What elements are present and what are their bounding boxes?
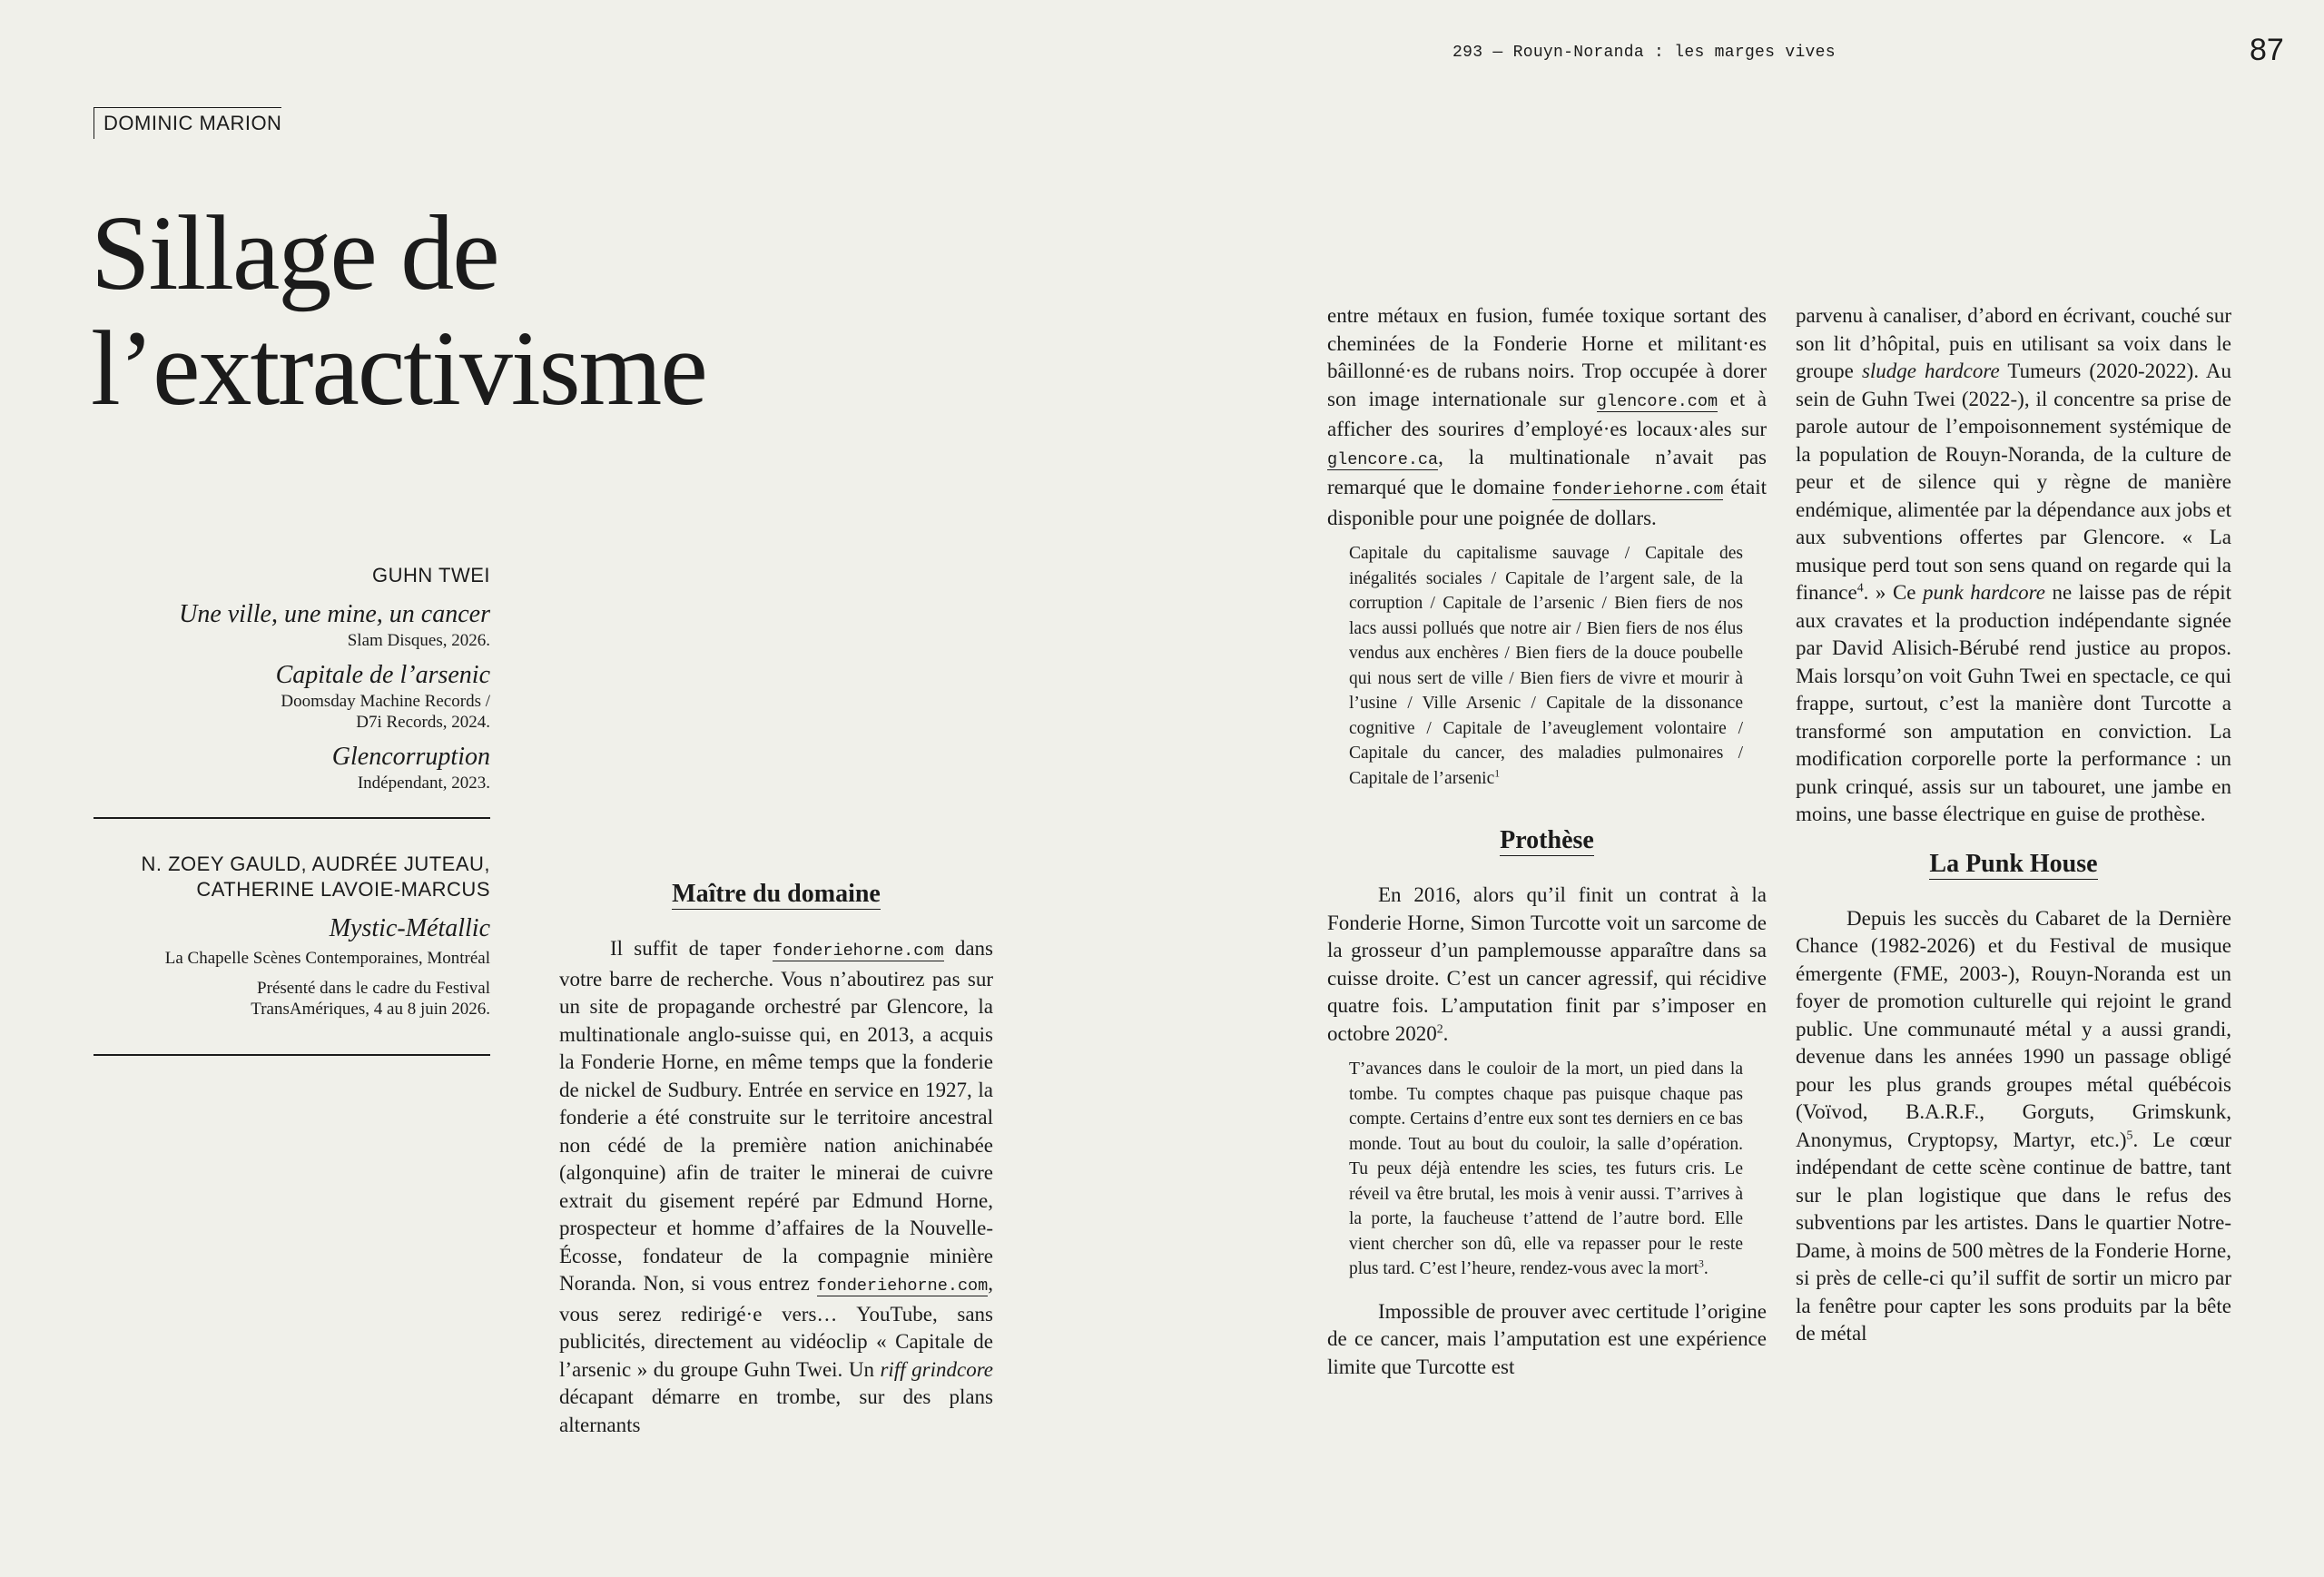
author-tag: DOMINIC MARION bbox=[94, 107, 281, 139]
title-line-1: Sillage de bbox=[91, 193, 498, 312]
album-entry bbox=[94, 660, 490, 733]
credits-column bbox=[94, 563, 490, 1056]
running-head: 293 — Rouyn-Noranda : les marges vives bbox=[1452, 44, 1836, 62]
body-column-3 bbox=[1796, 302, 2231, 1348]
section-heading: La Punk House bbox=[1929, 849, 2098, 878]
paragraph: entre métaux en fusion, fumée toxique sortant des cheminées de la Fonderie Horne et militant·es bâillonné·es de rubans noirs. Trop occupée à dorer son image internationale sur glencore.com et à afficher des sourires d’employé·es locaux·ales sur glencore.ca, la multinationale n’avait pas remarqué que le domaine fonderiehorne.com était disponible pour une poignée de dollars. bbox=[1327, 304, 1767, 529]
domain-link: glencore.ca bbox=[1327, 449, 1439, 469]
show-note: Présenté dans le cadre du Festival bbox=[257, 979, 490, 998]
credits-group-1 bbox=[94, 563, 490, 817]
album-entry bbox=[94, 742, 490, 793]
footnote-ref: 4 bbox=[1856, 580, 1864, 595]
paragraph: Impossible de prouver avec certitude l’origine de ce cancer, mais l’amputation est une expérience limite que Turcotte est bbox=[1327, 1299, 1767, 1378]
venue: La Chapelle Scènes Contemporaines, Montréal bbox=[164, 949, 490, 968]
title-line-2: l’extractivisme bbox=[91, 309, 706, 428]
album-title: Capitale de l’arsenic bbox=[275, 661, 490, 689]
artist-name: CATHERINE LAVOIE-MARCUS bbox=[196, 878, 490, 901]
credits-group-2 bbox=[94, 819, 490, 1054]
lyrics-quote: Capitale du capitalisme sauvage / Capitale des inégalités sociales / Capitale de l’argent sale, de la corruption / Capitale de l’arsenic / Bien fiers de nos lacs aussi pollués que notre air / Bien fiers de nos élus vendus aux enchères / Bien fiers de la douce poubelle qui nous sert de ville / Bien fiers de vivre et mourir à l’usine / Ville Arsenic / Capitale de la dissonance cognitive / Capitale de l’aveuglement volontaire / Capitale du cancer, des maladies pulmonaires / Capitale de l’arsenic$^1$ bbox=[1349, 544, 1743, 788]
album-title: Glencorruption bbox=[331, 743, 490, 771]
album-entry bbox=[94, 599, 490, 651]
divider bbox=[94, 1054, 490, 1056]
album-meta: Indépendant, 2023. bbox=[357, 774, 490, 793]
artist-name: GUHN TWEI bbox=[372, 564, 490, 586]
footnote-ref: 3 bbox=[1698, 1257, 1704, 1270]
domain-link: fonderiehorne.com bbox=[772, 941, 944, 961]
lyrics-quote: T’avances dans le couloir de la mort, un pied dans la tombe. Tu comptes chaque pas puisque chaque pas compte. Certains d’entre eux sont tes derniers en ce bas monde. Tout au bout du couloir, la salle d’opération. Tu peux déjà entendre les scies, tes futurs cris. Le réveil va être brutal, les mois à venir aussi. T’arrives à la porte, la faucheuse t’attend de l’autre bord. Elle vient chercher son dû, elle va repasser pour le reste plus tard. C’est l’heure, rendez-vous avec la mort$^3$. bbox=[1349, 1060, 1743, 1278]
page-number: 87 bbox=[2250, 33, 2284, 67]
show-note: TransAmériques, 4 au 8 juin 2026. bbox=[251, 1000, 490, 1019]
album-meta: Slam Disques, 2026. bbox=[347, 631, 490, 650]
domain-link: glencore.com bbox=[1596, 391, 1718, 411]
paragraph: parvenu à canaliser, d’abord en écrivant, couché sur son lit d’hôpital, puis en utilisant sa voix dans le groupe sludge hardcore Tumeurs (2020-2022). Au sein de Guhn Twei (2022-), il concentre sa prise de parole autour de l’empoisonnement systémique de la population de Rouyn-Noranda, de la culture de peur et de silence qui y règne de manière endémique, alimentée par la dépendance aux jobs et aux subventions offertes par Glencore. « La musique perd tout son sens quand on regarde qui la finance$^4$. » Ce punk hardcore ne laisse pas de répit aux cravates et la production indépendante signée par David Alisich-Bérubé rend justice au propos. Mais lorsqu’on voit Guhn Twei en spectacle, ce qui frappe, surtout, c’est la manière dont Turcotte a transformé son amputation en conviction. La modification corporelle porte la performance : un punk crinqué, assis sur un tabouret, une jambe en moins, une basse électrique en guise de prothèse. bbox=[1796, 304, 2231, 825]
artist-name: N. ZOEY GAULD, AUDRÉE JUTEAU, bbox=[141, 853, 490, 875]
section-heading: Maître du domaine bbox=[672, 880, 881, 908]
domain-link: fonderiehorne.com bbox=[1551, 480, 1724, 499]
body-column-1 bbox=[559, 879, 993, 1439]
album-meta: D7i Records, 2024. bbox=[356, 713, 490, 732]
paragraph: En 2016, alors qu’il finit un contrat à la Fonderie Horne, Simon Turcotte voit un sarcome de la grosseur d’un pamplemousse apparaître dans sa cuisse droite. C’est un cancer agressif, qui récidive quatre fois. L’amputation finit par s’imposer en octobre 2020$^2$. bbox=[1327, 883, 1767, 1045]
domain-link: fonderiehorne.com bbox=[816, 1276, 989, 1296]
body-column-2 bbox=[1327, 302, 1767, 1381]
article-title bbox=[91, 195, 908, 426]
paragraph: Depuis les succès du Cabaret de la Dernière Chance (1982-2026) et du Festival de musique émergente (FME, 2003-), Rouyn-Noranda est un foyer de promotion culturelle qui rejoint le grand public. Une communauté métal y a aussi grandi, devenue dans les années 1990 un passage obligé pour les plus grands groupes métal québécois (Voïvod, B.A.R.F., Gorguts, Grimskunk, Anonymus, Cryptopsy, Martyr, etc.)$^5$. Le cœur indépendant de cette scène continue de battre, tant sur le plan logistique que dans le refus des subventions par les artistes. Dans le quartier Notre-Dame, à moins de 500 mètres de la Fonderie Horne, si près de celle-ci qu’il suffit de sortir un micro par la fenêtre pour capter les sons produits par la bête de métal bbox=[1796, 906, 2231, 1345]
section-heading: Prothèse bbox=[1500, 826, 1594, 854]
album-meta: Doomsday Machine Records / bbox=[281, 692, 490, 711]
footnote-ref: 1 bbox=[1494, 767, 1501, 779]
paragraph: Il suffit de taper fonderiehorne.com dans votre barre de recherche. Vous n’aboutirez pas sur un site de propagande orchestré par Glencore, la multinationale anglo-suisse qui, en 2013, a acquis la Fonderie Horne, en même temps que la fonderie de nickel de Sudbury. Entrée en service en 1927, la fonderie a été construite sur le territoire ancestral non cédé de la première nation anichinabée (algonquine) afin de traiter le minerai de cuivre extrait du gisement repéré par Edmund Horne, prospecteur et homme d’affaires de la Nouvelle-Écosse, fondateur de la compagnie minière Noranda. Non, si vous entrez fonderiehorne.com, vous serez redirigé·e vers… YouTube, sans publicités, directement au vidéoclip « Capitale de l’arsenic » du groupe Guhn Twei. Un riff grindcore décapant démarre en trombe, sur des plans alternants bbox=[559, 937, 993, 1436]
footnote-ref: 5 bbox=[2126, 1127, 2133, 1141]
show-title: Mystic-Métallic bbox=[329, 914, 490, 942]
album-title: Une ville, une mine, un cancer bbox=[179, 600, 490, 628]
footnote-ref: 2 bbox=[1436, 1020, 1443, 1035]
